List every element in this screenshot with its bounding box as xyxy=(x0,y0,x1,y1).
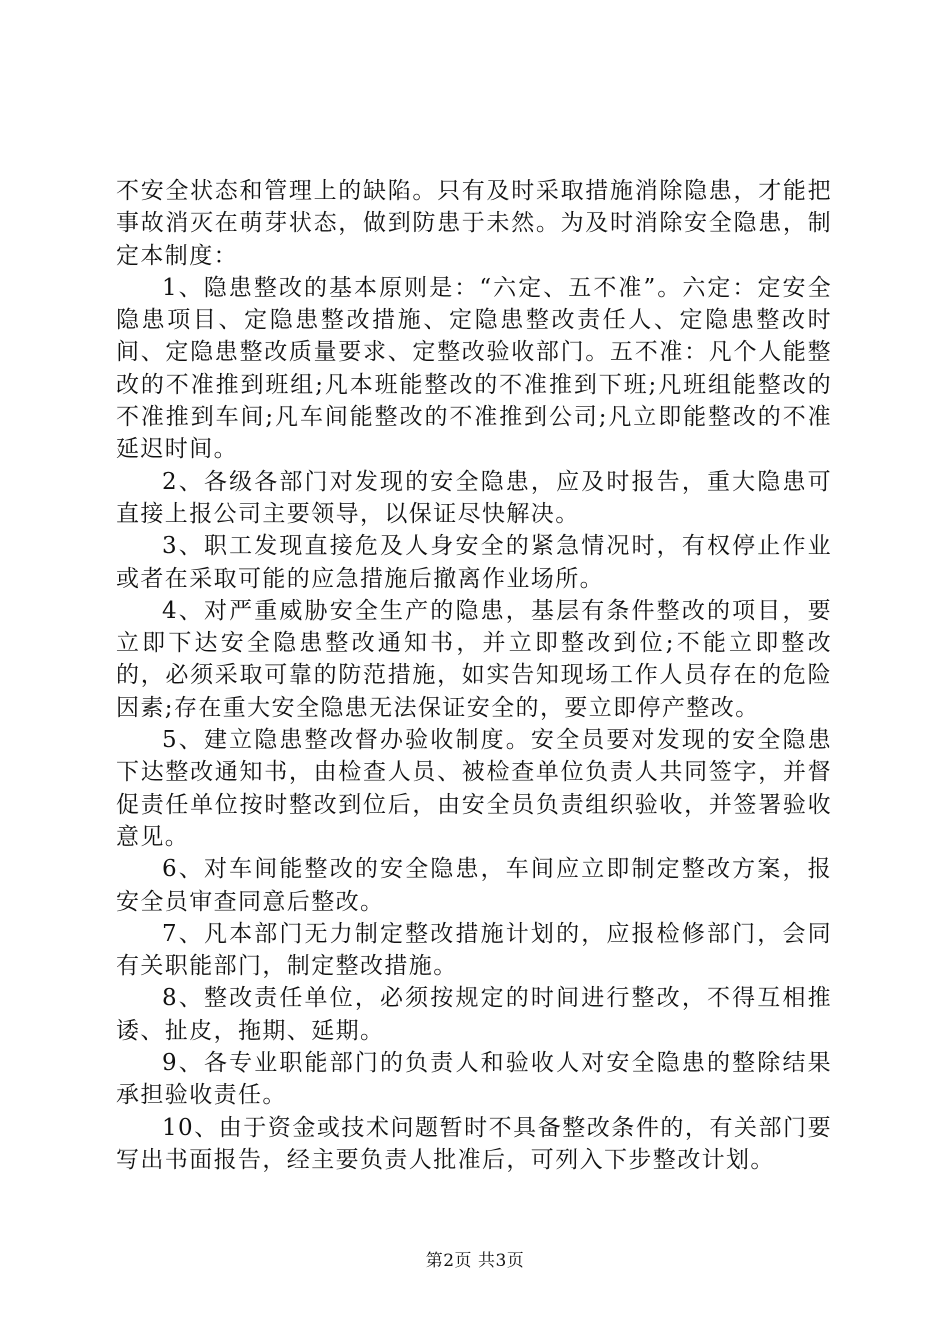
paragraph-item-3: 3、职工发现直接危及人身安全的紧急情况时，有权停止作业或者在采取可能的应急措施后撤离作业场所。 xyxy=(116,533,832,592)
paragraph-item-4: 4、对严重威胁安全生产的隐患，基层有条件整改的项目，要立即下达安全隐患整改通知书，并立即整改到位;不能立即整改的，必须采取可靠的防范措施，如实告知现场工作人员存在的危险因素;存在重大安全隐患无法保证安全的，要立即停产整改。 xyxy=(116,597,832,721)
paragraph-item-9: 9、各专业职能部门的负责人和验收人对安全隐患的整除结果承担验收责任。 xyxy=(116,1050,832,1109)
paragraph-item-8: 8、整改责任单位，必须按规定的时间进行整改，不得互相推诿、扯皮，拖期、延期。 xyxy=(116,985,832,1044)
page-number-label: 第2页 共3页 xyxy=(425,1251,525,1271)
paragraph-item-2: 2、各级各部门对发现的安全隐患，应及时报告，重大隐患可直接上报公司主要领导，以保证尽快解决。 xyxy=(116,468,832,527)
paragraph-item-5: 5、建立隐患整改督办验收制度。安全员要对发现的安全隐患下达整改通知书，由检查人员、被检查单位负责人共同签字，并督促责任单位按时整改到位后，由安全员负责组织验收，并签署验收意见。 xyxy=(116,727,832,850)
paragraph-item-6: 6、对车间能整改的安全隐患，车间应立即制定整改方案，报安全员审查同意后整改。 xyxy=(116,856,832,915)
paragraph-intro: 不安全状态和管理上的缺陷。只有及时采取措施消除隐患，才能把事故消灭在萌芽状态，做到防患于未然。为及时消除安全隐患，制定本制度： xyxy=(116,178,832,269)
paragraph-item-7: 7、凡本部门无力制定整改措施计划的，应报检修部门，会同有关职能部门，制定整改措施。 xyxy=(116,920,832,980)
document-body xyxy=(116,175,832,1176)
paragraph-item-10: 10、由于资金或技术问题暂时不具备整改条件的，有关部门要写出书面报告，经主要负责人批准后，可列入下步整改计划。 xyxy=(116,1114,832,1173)
page-footer xyxy=(0,1246,950,1271)
paragraph-item-1: 1、隐患整改的基本原则是：“六定、五不准”。六定：定安全隐患项目、定隐患整改措施、定隐患整改责任人、定隐患整改时间、定隐患整改质量要求、定整改验收部门。五不准：凡个人能整改的不准推到班组;凡本班能整改的不准推到下班;凡班组能整改的不准推到车间;凡车间能整改的不准推到公司;凡立即能整改的不准延迟时间。 xyxy=(116,274,832,463)
